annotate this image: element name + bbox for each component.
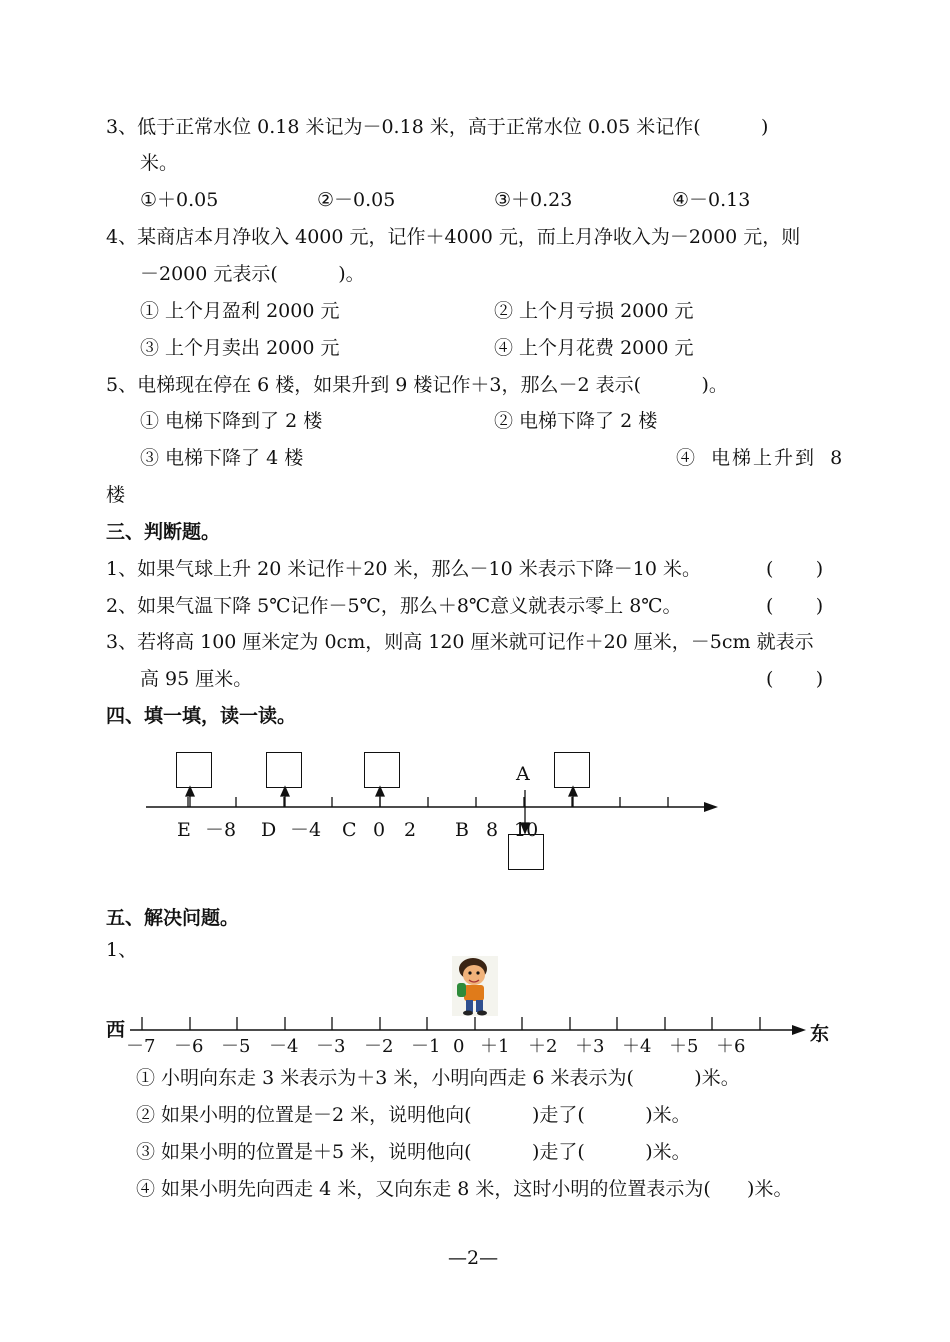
west-label: 西 (106, 1019, 126, 1041)
q3-option-3: ③＋0.23 (494, 189, 573, 211)
q1-sub-1: ① 小明向东走 3 米表示为＋3 米，小明向西走 6 米表示为( )米。 (136, 1067, 740, 1089)
q5-option-4: ④ 电梯上升到 8 (676, 447, 845, 469)
judge-item-2: 2、如果气温下降 5℃记作－5℃，那么＋8℃意义就表示零上 8℃。 (106, 595, 682, 617)
nl5-tick-0: 0 (453, 1036, 465, 1057)
q3-line2: 米。 (140, 152, 179, 174)
number-line-5-ticks (142, 1017, 760, 1030)
judge-bracket-3: ( ) (766, 668, 824, 690)
q4-option-2: ② 上个月亏损 2000 元 (494, 300, 694, 322)
nl4-label-m8: －8 (205, 819, 237, 841)
q3-option-4: ④－0.13 (672, 189, 751, 211)
nl5-tick-3: ＋3 (575, 1036, 605, 1057)
answer-box-3[interactable] (364, 752, 400, 788)
nl5-tick--4: －4 (269, 1036, 299, 1057)
q3-option-2: ②－0.05 (317, 189, 396, 211)
nl5-tick--5: －5 (221, 1036, 251, 1057)
judge-item-1: 1、如果气球上升 20 米记作＋20 米，那么－10 米表示下降－10 米。 (106, 558, 701, 580)
q5-line1: 5、电梯现在停在 6 楼，如果升到 9 楼记作＋3，那么－2 表示( )。 (106, 374, 728, 396)
q1-sub-3: ③ 如果小明的位置是＋5 米，说明他向( )走了( )米。 (136, 1141, 691, 1163)
nl5-tick-5: ＋5 (669, 1036, 699, 1057)
nl4-label-d: D (261, 819, 277, 841)
up-arrows (186, 787, 577, 807)
q4-option-3: ③ 上个月卖出 2000 元 (140, 337, 340, 359)
judge-item-3-line2: 高 95 厘米。 (140, 668, 253, 690)
q4-line1: 4、某商店本月净收入 4000 元，记作＋4000 元，而上月净收入为－2000 元，则 (106, 226, 801, 248)
section3-title: 三、判断题。 (106, 521, 221, 543)
q4-line2: －2000 元表示( )。 (140, 263, 365, 285)
q3-option-1: ①＋0.05 (140, 189, 219, 211)
boy-figure (452, 956, 498, 1016)
nl5-tick--7: －7 (126, 1036, 156, 1057)
q1-sub-4: ④ 如果小明先向西走 4 米，又向东走 8 米，这时小明的位置表示为( )米。 (136, 1178, 793, 1200)
q5-wrap: 楼 (106, 484, 126, 506)
q1-number: 1、 (106, 939, 138, 961)
q5-option-1: ① 电梯下降到了 2 楼 (140, 410, 323, 432)
nl4-label-2: 2 (404, 819, 417, 841)
point-a-label: A (516, 763, 530, 785)
nl4-label-b: B (455, 819, 469, 841)
nl4-label-0: 0 (373, 819, 386, 841)
judge-item-3: 3、若将高 100 厘米定为 0cm，则高 120 厘米就可记作＋20 厘米，－5cm 就表示 (106, 631, 814, 653)
nl5-tick-6: ＋6 (716, 1036, 746, 1057)
nl4-label-e: E (177, 819, 191, 841)
section4-title: 四、填一填，读一读。 (106, 705, 297, 727)
q4-option-1: ① 上个月盈利 2000 元 (140, 300, 340, 322)
answer-box-1[interactable] (176, 752, 212, 788)
nl4-label-8: 8 (486, 819, 499, 841)
nl5-tick--1: －1 (411, 1036, 441, 1057)
nl5-tick-4: ＋4 (622, 1036, 652, 1057)
page-number: —2— (448, 1247, 499, 1269)
number-line-4-arrow (704, 802, 718, 812)
judge-bracket-1: ( ) (766, 558, 824, 580)
q4-option-4: ④ 上个月花费 2000 元 (494, 337, 694, 359)
q5-option-3: ③ 电梯下降了 4 楼 (140, 447, 304, 469)
q1-sub-2: ② 如果小明的位置是－2 米，说明他向( )走了( )米。 (136, 1104, 691, 1126)
nl5-tick--6: －6 (174, 1036, 204, 1057)
number-line-4-ticks (188, 797, 668, 807)
nl4-label-c: C (342, 819, 357, 841)
nl4-label-10: 10 (514, 819, 539, 841)
nl5-tick--2: －2 (364, 1036, 394, 1057)
q5-option-2: ② 电梯下降了 2 楼 (494, 410, 658, 432)
number-line-5-arrow (792, 1025, 806, 1035)
q3-line1: 3、低于正常水位 0.18 米记为－0.18 米，高于正常水位 0.05 米记作( ) (106, 116, 769, 138)
answer-box-2[interactable] (266, 752, 302, 788)
nl5-tick-1: ＋1 (480, 1036, 510, 1057)
nl5-tick--3: －3 (316, 1036, 346, 1057)
section5-title: 五、解决问题。 (106, 907, 240, 929)
nl4-label-m4: －4 (290, 819, 322, 841)
nl5-tick-2: ＋2 (528, 1036, 558, 1057)
east-label: 东 (810, 1023, 830, 1045)
answer-box-4[interactable] (554, 752, 590, 788)
judge-bracket-2: ( ) (766, 595, 824, 617)
